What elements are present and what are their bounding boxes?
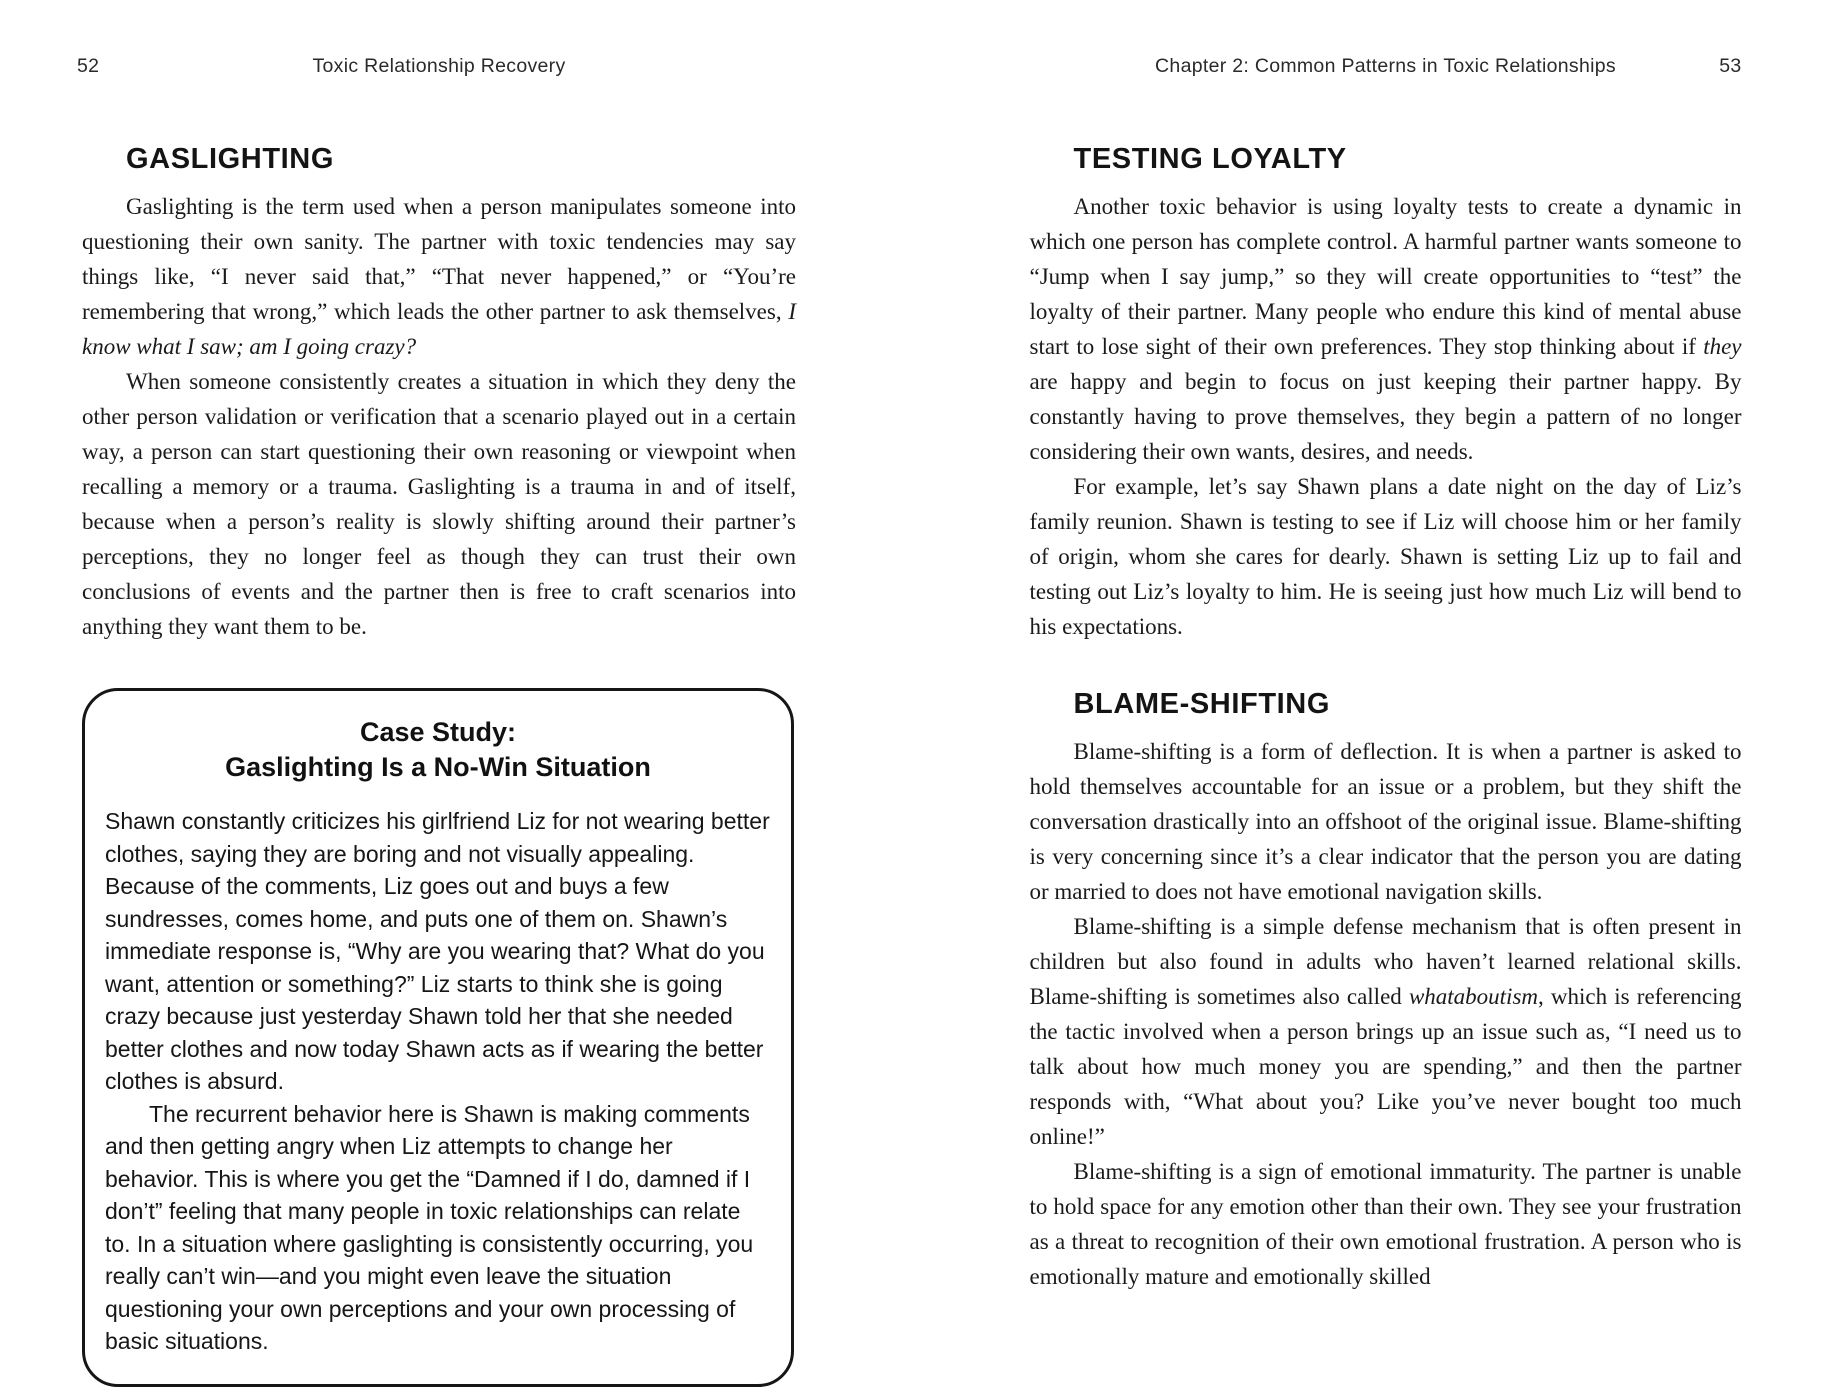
body-paragraph: Gaslighting is the term used when a person manipulates someone into questioning their own sanity. The partner with toxic tendencies may say things like, “I never said that,” “That never happened,” or “You’re remembering that wrong,” which leads the other partner to ask themselves, I know what I saw; am I going crazy? — [82, 194, 796, 359]
body-paragraph: Another toxic behavior is using loyalty tests to create a dynamic in which one person has complete control. A harmful partner wants someone to “Jump when I say jump,” so they will create opportunities to “test” the loyalty of their partner. Many people who endure this kind of mental abuse start to lose sight of their own preferences. They stop thinking about if they are happy and begin to focus on just keeping their partner happy. By constantly having to prove themselves, they begin a pattern of no longer considering their own wants, desires, and needs. — [1029, 194, 1742, 464]
body-paragraph: Blame-shifting is a form of deflection. It is when a partner is asked to hold themselves accountable for an issue or a problem, but they shift the conversation drastically into an offshoot of the original issue. Blame-shifting is very concerning since it’s a clear indicator that the person you are dating or married to does not have emotional navigation skills. — [1029, 739, 1742, 904]
running-head-left — [77, 55, 796, 81]
body-paragraph: When someone consistently creates a situation in which they deny the other person validation or verification that a scenario played out in a certain way, a person can start questioning their own reasoning or viewpoint when recalling a memory or a trauma. Gaslighting is a trauma in and of itself, because when a person’s reality is slowly shifting around their partner’s perceptions, they no longer feel as though they can trust their own conclusions of events and the partner then is free to craft scenarios into anything they want them to be. — [82, 369, 796, 639]
running-head-title-right: Chapter 2: Common Patterns in Toxic Relationships — [1155, 55, 1616, 77]
section-heading-gaslighting: GASLIGHTING — [126, 143, 334, 175]
page-number-left: 52 — [77, 55, 100, 77]
page-right — [911, 0, 1821, 1396]
running-head-title-left: Toxic Relationship Recovery — [312, 55, 566, 77]
section-heading-blame-shifting: BLAME-SHIFTING — [1073, 688, 1330, 720]
body-paragraph: Blame-shifting is a sign of emotional immaturity. The partner is unable to hold space for any emotion other than their own. They see your frustration as a threat to recognition of their own emotional frustration. A person who is emotionally mature and emotionally skilled — [1029, 1159, 1742, 1289]
case-study-title — [105, 715, 771, 785]
running-head-right — [1030, 55, 1742, 81]
case-study-paragraph: Shawn constantly criticizes his girlfriend Liz for not wearing better clothes, saying they are boring and not visually appealing. Because of the comments, Liz goes out and buys a few sundresses, comes home, and puts one of them on. Shawn’s immediate response is, “Why are you wearing that? What do you want, attention or something?” Liz starts to think she is going crazy because just yesterday Shawn told her that she needed better clothes and now today Shawn acts as if wearing the better clothes is absurd. — [105, 808, 770, 1094]
page-number-right: 53 — [1719, 55, 1742, 77]
case-study-title-line1: Case Study: — [359, 717, 517, 747]
left-textblock — [77, 55, 796, 1387]
section-heading-testing-loyalty: TESTING LOYALTY — [1073, 143, 1347, 175]
body-paragraph: For example, let’s say Shawn plans a date night on the day of Liz’s family reunion. Shawn is testing to see if Liz will choose him or her family of origin, whom she cares for dearly. Shawn is setting Liz up to fail and testing out Liz’s loyalty to him. He is seeing just how much Liz will bend to his expectations. — [1029, 474, 1742, 639]
case-study-box — [82, 688, 794, 1387]
right-textblock — [1030, 55, 1742, 1294]
case-study-paragraph: The recurrent behavior here is Shawn is making comments and then getting angry when Liz attempts to change her behavior. This is where you get the “Damned if I do, damned if I don’t” feeling that many people in toxic relationships can relate to. In a situation where gaslighting is consistently occurring, you really can’t win—and you might even leave the situation questioning your own perceptions and your own processing of basic situations. — [105, 1100, 754, 1354]
case-study-title-line2: Gaslighting Is a No-Win Situation — [225, 752, 651, 782]
body-paragraph: Blame-shifting is a simple defense mechanism that is often present in children but also found in adults who haven’t learned relational skills. Blame-shifting is sometimes also called whataboutism, which is referencing the tactic involved when a person brings up an issue such as, “I need us to talk about how much money you are spending,” and then the partner responds with, “What about you? Like you’ve never bought too much online!” — [1029, 914, 1742, 1149]
